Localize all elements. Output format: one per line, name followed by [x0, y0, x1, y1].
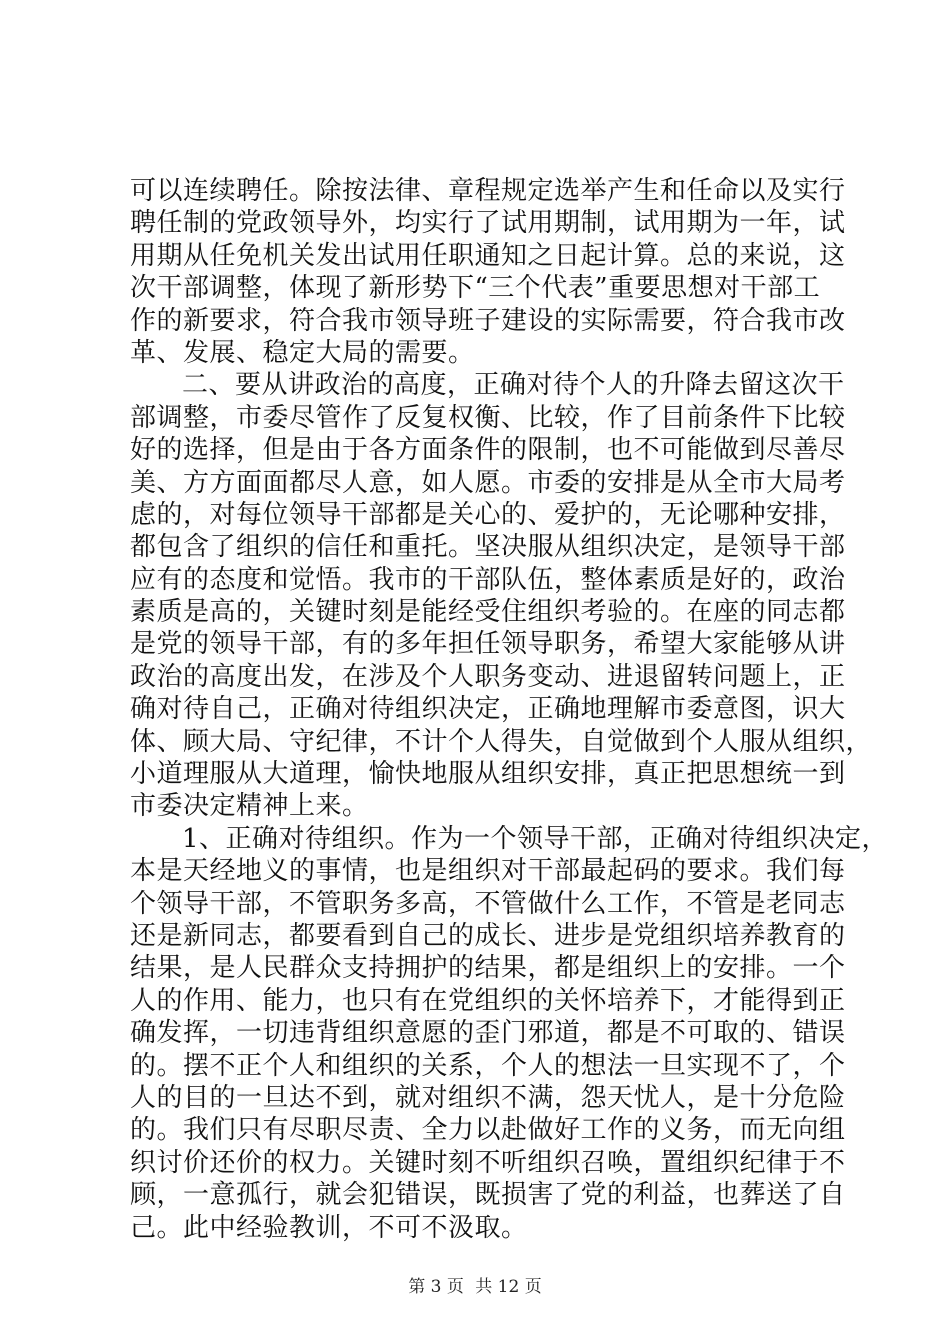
text-line: 确发挥，一切违背组织意愿的歪门邪道，都是不可取的、错误: [130, 1018, 846, 1049]
page-number: 第 3 页: [408, 1277, 464, 1297]
text-line: 政治的高度出发，在涉及个人职务变动、进退留转问题上，正: [130, 661, 846, 692]
text-line: 用期从任免机关发出试用任职通知之日起计算。总的来说，这: [130, 240, 846, 271]
text-line: 确对待自己，正确对待组织决定，正确地理解市委意图，识大: [130, 694, 846, 725]
text-line: 作的新要求，符合我市领导班子建设的实际需要，符合我市改: [130, 305, 846, 336]
text-line: 顾，一意孤行，就会犯错误，既损害了党的利益，也葬送了自: [130, 1180, 846, 1211]
text-line: 本是天经地义的事情，也是组织对干部最起码的要求。我们每: [130, 856, 846, 887]
text-line: 虑的，对每位领导干部都是关心的、爱护的，无论哪种安排，: [130, 499, 846, 530]
text-line: 都包含了组织的信任和重托。坚决服从组织决定，是领导干部: [130, 532, 846, 563]
text-line: 是党的领导干部，有的多年担任领导职务，希望大家能够从讲: [130, 629, 846, 660]
text-line: 市委决定精神上来。: [130, 791, 369, 822]
text-line: 小道理服从大道理，愉快地服从组织安排，真正把思想统一到: [130, 759, 846, 790]
text-line: 个领导干部，不管职务多高，不管做什么工作，不管是老同志: [130, 888, 846, 919]
page-footer: [0, 1276, 950, 1298]
text-line: 人的目的一旦达不到，就对组织不满，怨天忧人，是十分危险: [130, 1082, 846, 1113]
text-line: 聘任制的党政领导外，均实行了试用期制，试用期为一年，试: [130, 208, 846, 239]
document-body: [130, 175, 889, 1244]
text-line: 还是新同志，都要看到自己的成长、进步是党组织培养教育的: [130, 920, 846, 951]
text-line: 革、发展、稳定大局的需要。: [130, 337, 475, 368]
text-line: 体、顾大局、守纪律，不计个人得失，自觉做到个人服从组织，: [130, 726, 873, 757]
text-line: 部调整，市委尽管作了反复权衡、比较，作了目前条件下比较: [130, 402, 846, 433]
text-line: 己。此中经验教训，不可不汲取。: [130, 1212, 528, 1243]
text-line: 应有的态度和觉悟。我市的干部队伍，整体素质是好的，政治: [130, 564, 846, 595]
paragraph-start-line: 1、正确对待组织。作为一个领导干部，正确对待组织决定，: [182, 823, 889, 854]
text-line: 次干部调整，体现了新形势下“三个代表”重要思想对干部工: [130, 273, 821, 304]
text-line: 可以连续聘任。除按法律、章程规定选举产生和任命以及实行: [130, 176, 846, 206]
text-line: 结果，是人民群众支持拥护的结果，都是组织上的安排。一个: [130, 953, 846, 984]
text-line: 织讨价还价的权力。关键时刻不听组织召唤，置组织纪律于不: [130, 1147, 846, 1178]
text-line: 美、方方面面都尽人意，如人愿。市委的安排是从全市大局考: [130, 467, 846, 498]
paragraph-start-line: 二、要从讲政治的高度，正确对待个人的升降去留这次干: [182, 370, 845, 401]
page-total: 共 12 页: [475, 1277, 542, 1297]
text-line: 的。摆不正个人和组织的关系，个人的想法一旦实现不了，个: [130, 1050, 846, 1081]
text-line: 的。我们只有尽职尽责、全力以赴做好工作的义务，而无向组: [130, 1115, 846, 1146]
text-line: 素质是高的，关键时刻是能经受住组织考验的。在座的同志都: [130, 597, 846, 628]
text-line: 好的选择，但是由于各方面条件的限制，也不可能做到尽善尽: [130, 435, 846, 466]
text-line: 人的作用、能力，也只有在党组织的关怀培养下，才能得到正: [130, 985, 846, 1016]
